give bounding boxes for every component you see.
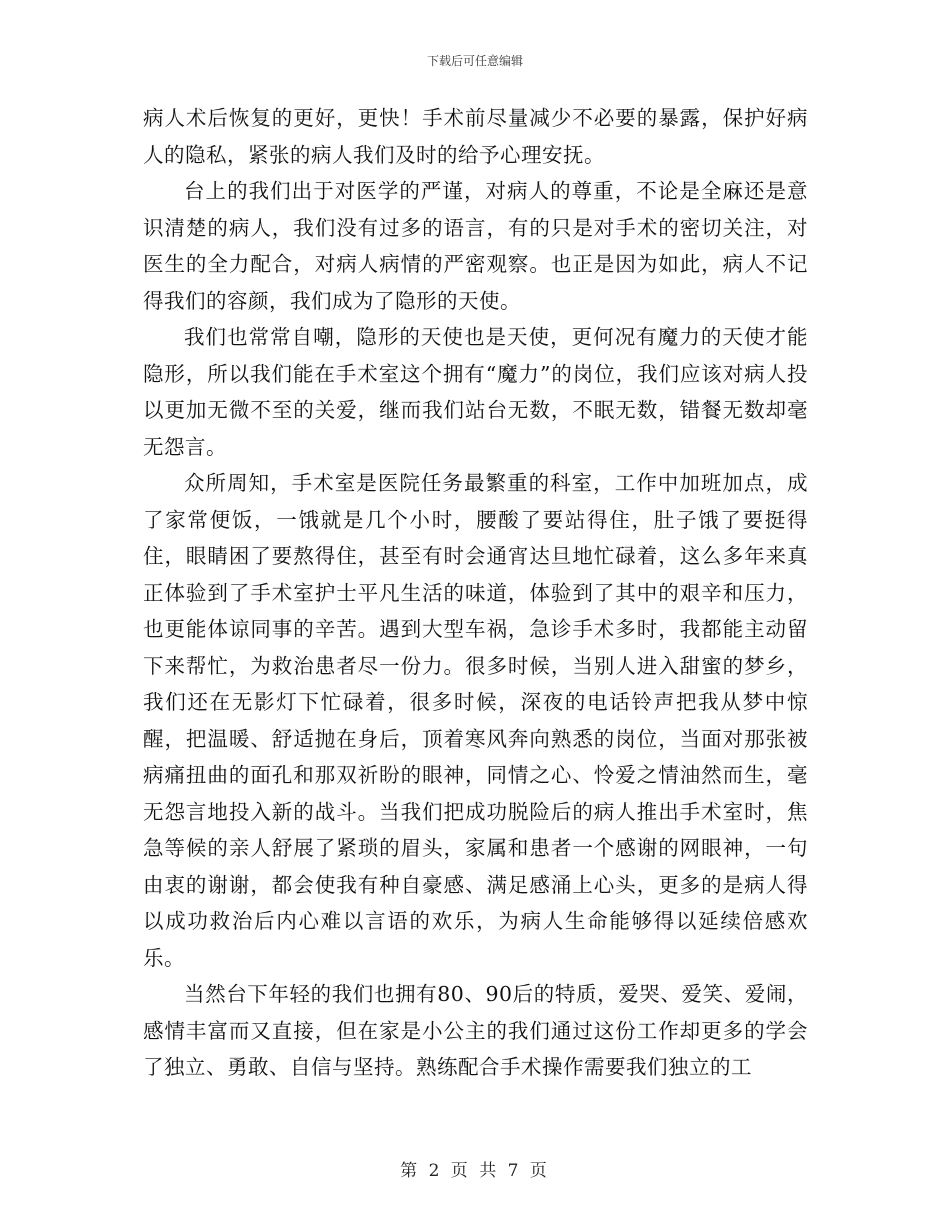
page-number: 第 2 页 共 7 页: [400, 1161, 550, 1181]
paragraph-3: 我们也常常自嘲，隐形的天使也是天使，更何况有魔力的天使才能隐形，所以我们能在手术室这个拥有“魔力”的岗位，我们应该对病人投以更加无微不至的关爱，继而我们站台无数，不眠无数，错餐无数却毫无怨言。: [143, 325, 808, 459]
paragraph-2: 台上的我们出于对医学的严谨，对病人的尊重，不论是全麻还是意识清楚的病人，我们没有过多的语言，有的只是对手术的密切关注，对医生的全力配合，对病人病情的严密观察。也正是因为如此，病人不记得我们的容颜，我们成为了隐形的天使。: [143, 179, 808, 313]
paragraph-1: 病人术后恢复的更好，更快！手术前尽量减少不必要的暴露，保护好病人的隐私，紧张的病人我们及时的给予心理安抚。: [143, 106, 808, 167]
paragraph-4: 众所周知，手术室是医院任务最繁重的科室，工作中加班加点，成了家常便饭，一饿就是几个小时，腰酸了要站得住，肚子饿了要挺得住，眼睛困了要熬得住，甚至有时会通宵达旦地忙碌着，这么多年来真正体验到了手术室护士平凡生活的味道，体验到了其中的艰辛和压力，也更能体谅同事的辛苦。遇到大型车祸，急诊手术多时，我都能主动留下来帮忙，为救治患者尽一份力。很多时候，当别人进入甜蜜的梦乡，我们还在无影灯下忙碌着，很多时候，深夜的电话铃声把我从梦中惊醒，把温暖、舒适抛在身后，顶着寒风奔向熟悉的岗位，当面对那张被病痛扭曲的面孔和那双祈盼的眼神，同情之心、怜爱之情油然而生，毫无怨言地投入新的战斗。当我们把成功脱险后的病人推出手术室时，焦急等候的亲人舒展了紧琐的眉头，家属和患者一个感谢的网眼神，一句由衷的谢谢，都会使我有种自豪感、满足感涌上心头，更多的是病人得以成功救治后内心难以言语的欢乐，为病人生命能够得以延续倍感欢乐。: [143, 471, 808, 970]
page-header: 下载后可任意编辑: [426, 54, 523, 68]
paragraph-5: 当然台下年轻的我们也拥有80、90后的特质，爱哭、爱笑、爱闹，感情丰富而又直接，但在家是小公主的我们通过这份工作却更多的学会了独立、勇敢、自信与坚持。熟练配合手术操作需要我们独立的工: [143, 982, 808, 1079]
document-body: [143, 100, 808, 1086]
